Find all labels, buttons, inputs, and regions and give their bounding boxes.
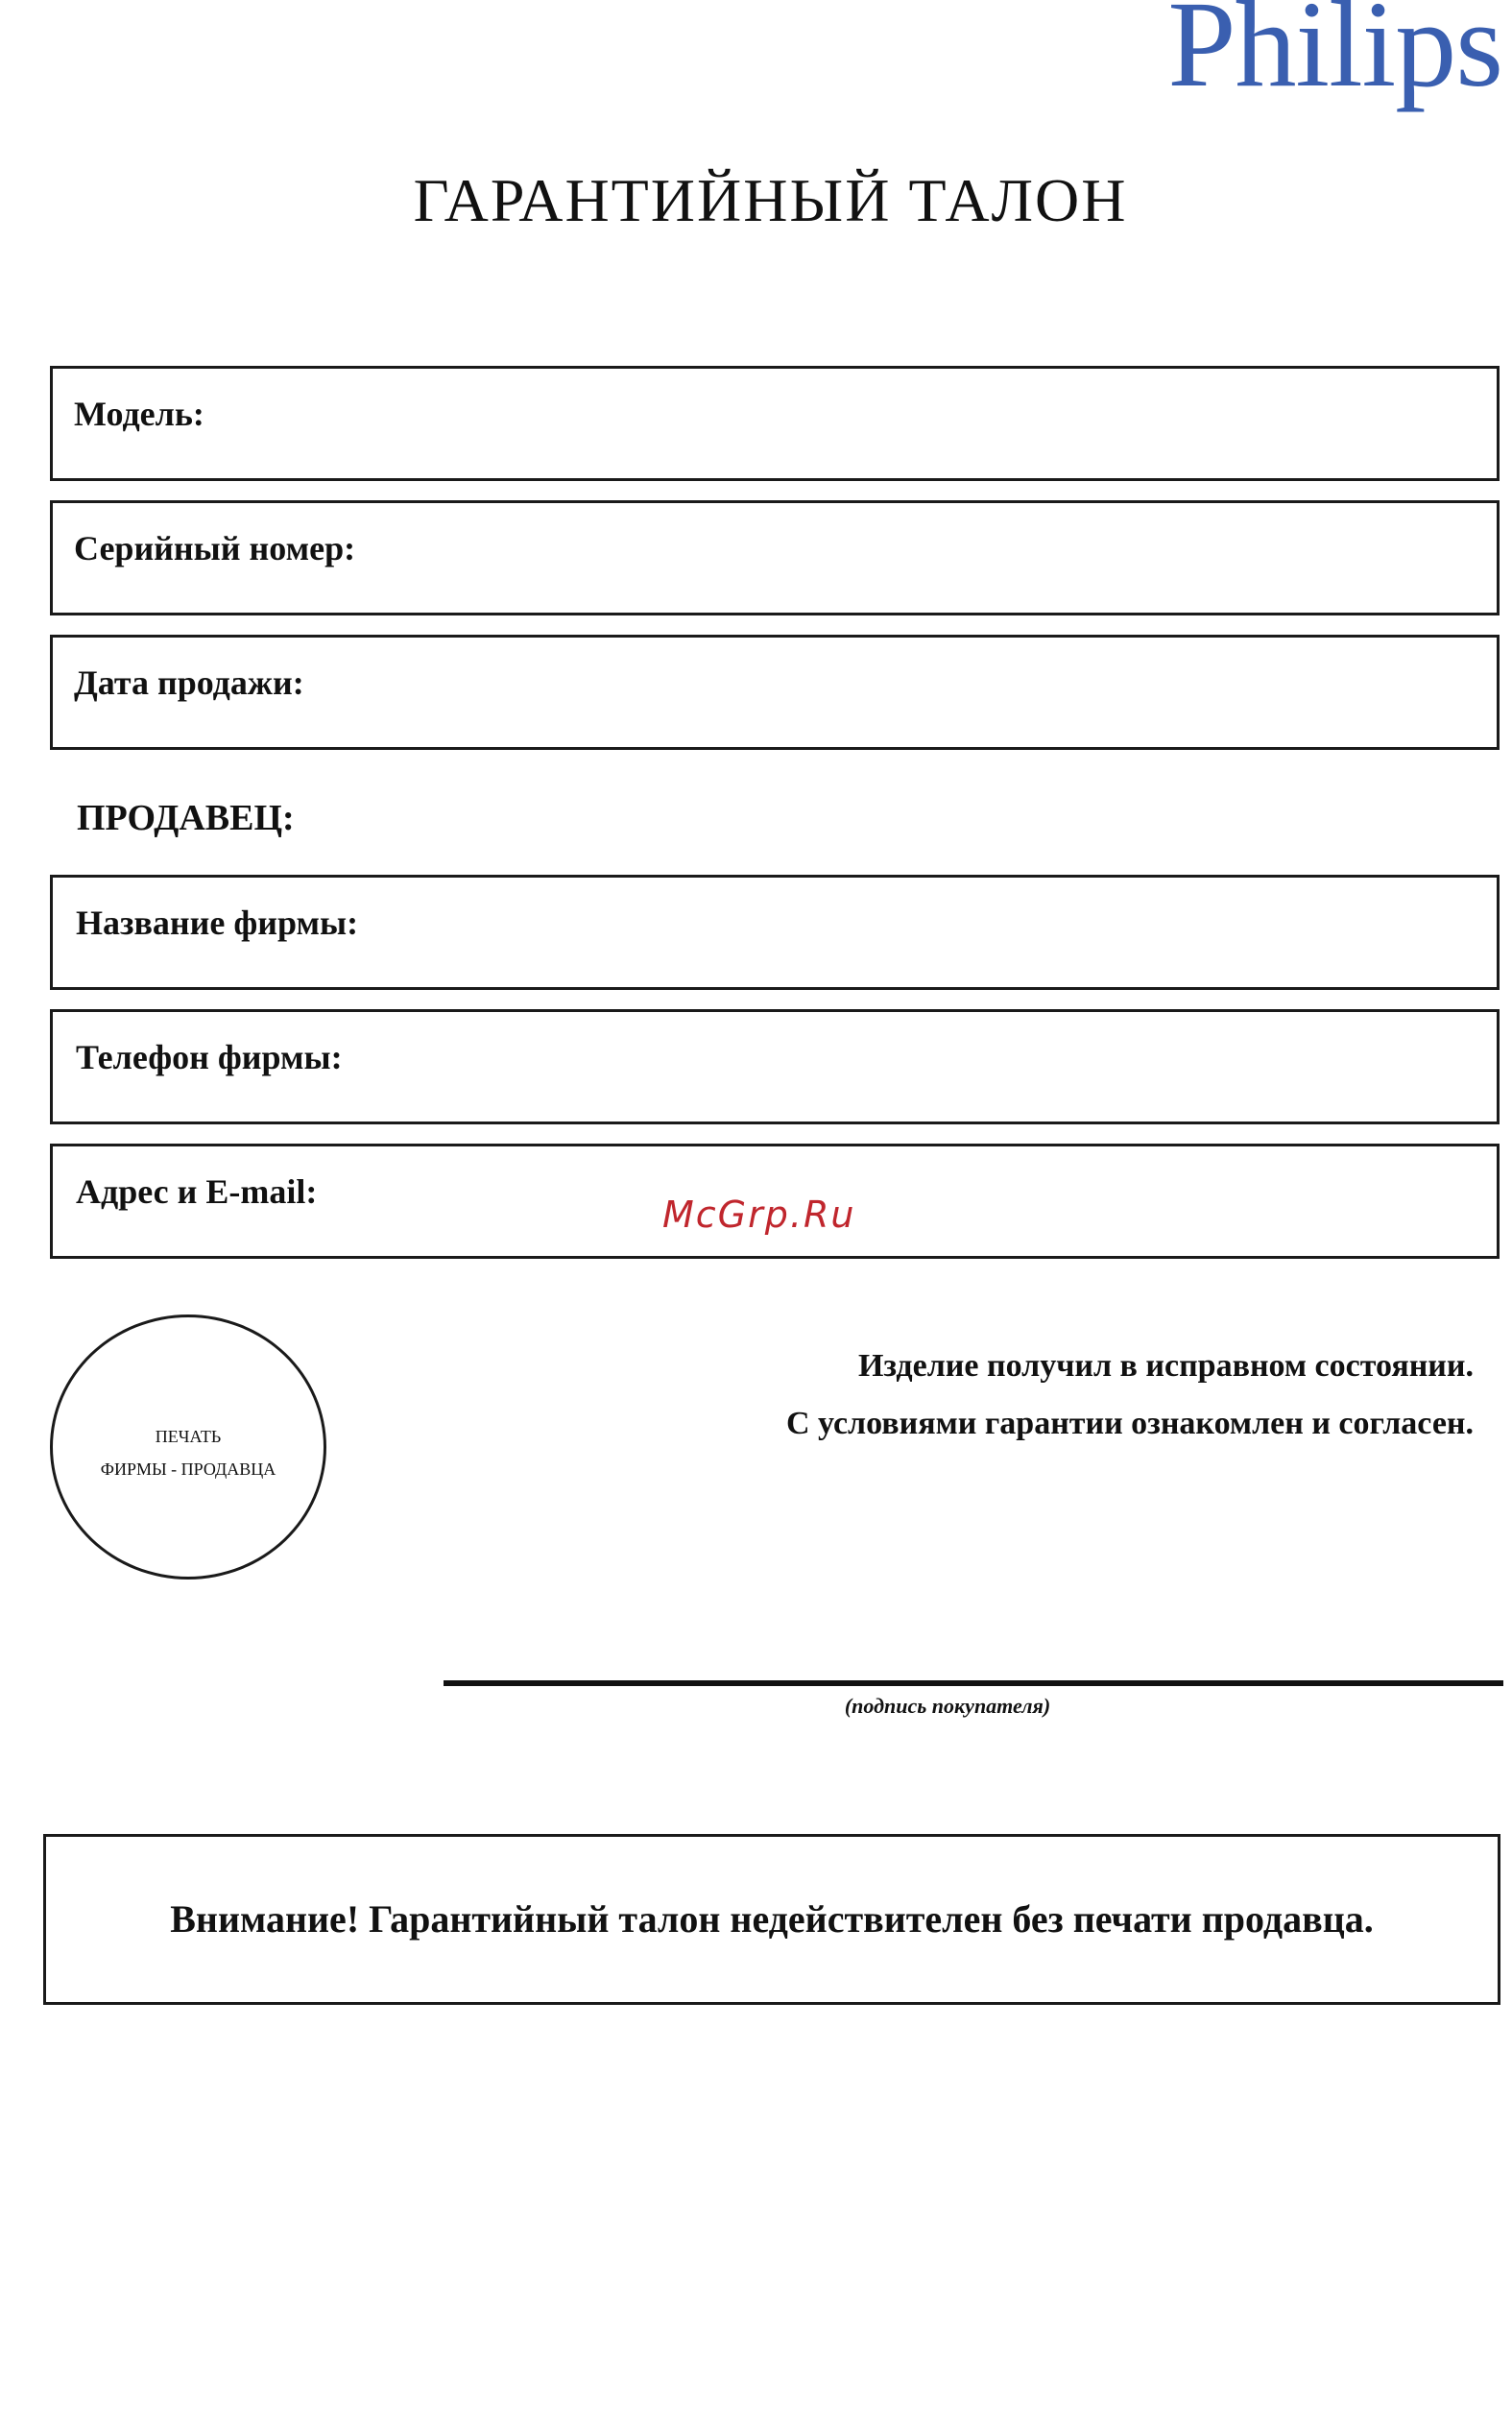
buyer-statement-terms: С условиями гарантии ознакомлен и согласен. xyxy=(785,1406,1474,1441)
company-phone-field[interactable] xyxy=(50,1009,1500,1124)
watermark: McGrp.Ru xyxy=(662,1194,856,1236)
serial-number-label: Серийный номер: xyxy=(74,529,356,567)
signature-line[interactable] xyxy=(444,1680,1503,1686)
warning-text: Внимание! Гарантийный талон недействителен без печати продавца. xyxy=(170,1897,1374,1941)
sale-date-field[interactable] xyxy=(50,635,1500,750)
seller-stamp-area xyxy=(50,1314,326,1580)
stamp-text-line-1: ПЕЧАТЬ xyxy=(155,1427,222,1446)
stamp-text-line-2: ФИРМЫ - ПРОДАВЦА xyxy=(100,1459,276,1479)
seller-heading: ПРОДАВЕЦ: xyxy=(77,798,295,838)
company-name-field[interactable] xyxy=(50,875,1500,990)
company-name-label: Название фирмы: xyxy=(76,904,359,942)
model-field[interactable] xyxy=(50,366,1500,481)
model-label: Модель: xyxy=(74,395,204,433)
company-phone-label: Телефон фирмы: xyxy=(76,1038,343,1076)
serial-number-field[interactable] xyxy=(50,500,1500,615)
buyer-statement-condition: Изделие получил в исправном состоянии. xyxy=(857,1348,1474,1384)
brand-logo: Philips xyxy=(1167,0,1502,112)
page-title: ГАРАНТИЙНЫЙ ТАЛОН xyxy=(413,166,1128,234)
address-email-label: Адрес и E-mail: xyxy=(76,1172,318,1211)
sale-date-label: Дата продажи: xyxy=(74,663,304,702)
warning-box xyxy=(43,1834,1500,2005)
signature-caption: (подпись покупателя) xyxy=(844,1694,1051,1718)
